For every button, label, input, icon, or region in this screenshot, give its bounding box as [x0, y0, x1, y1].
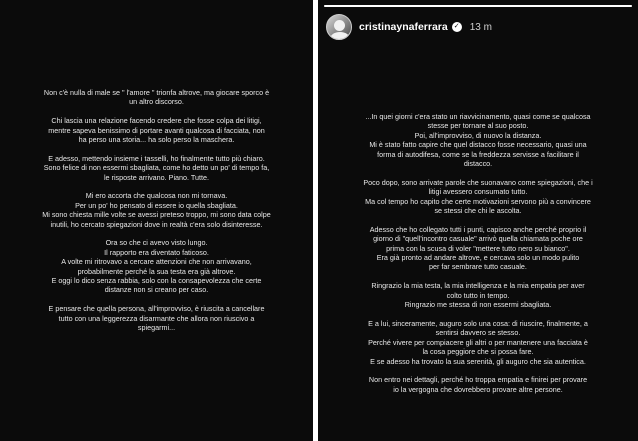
- story-progress-fill: [324, 5, 632, 7]
- story-panel-right[interactable]: [318, 0, 638, 441]
- avatar[interactable]: [326, 14, 352, 40]
- story-paragraph: Poco dopo, sono arrivate parole che suonavano come spiegazioni, che i litigi avessero consumato tutto. Ma col tempo ho capito che certe motivazioni servono più a convincere se stessi che chi le ascolta.: [363, 177, 593, 216]
- story-paragraph: E pensare che quella persona, all'improvviso, è riuscita a cancellare tutto con una leggerezza disarmante che allora non riuscivo a spiegarmi...: [48, 304, 265, 333]
- story-paragraph: Non c'è nulla di male se " l'amore " trionfa altrove, ma giocare sporco è un altro discorso.: [43, 88, 270, 107]
- story-header: [326, 12, 630, 42]
- story-paragraph: Ora so che ci avevo visto lungo. Il rapporto era diventato faticoso. A volte mi ritrovavo a cercare attenzioni che non arrivavano, probabilmente perché la sua testa era già altrove. E oggi lo dico senza rabbia, solo con la consapevolezza che certe distanze non si creano per caso.: [51, 238, 262, 295]
- verified-badge-icon: ✓: [452, 22, 462, 32]
- story-text-left: [0, 88, 313, 342]
- story-paragraph: Non entro nei dettagli, perché ho troppa empatia e finirei per provare io la vergogna che dovrebbero provare altre persone.: [368, 375, 588, 394]
- story-paragraph: Mi ero accorta che qualcosa non mi tornava. Per un po' ho pensato di essere io quella sbagliata. Mi sono chiesta mille volte se avessi preteso troppo, mi sono data colpe inutili, ho cercato spiegazioni dove in realtà c'era solo disinteresse.: [42, 191, 271, 229]
- story-paragraph: ...In quei giorni c'era stato un riavvicinamento, quasi come se qualcosa stesse per tornare al suo posto. Poi, all'improvviso, di nuovo la distanza. Mi è stato fatto capire che quel distacco fosse necessario, quasi una forma di autodifesa, come se la freddezza servisse a facilitare il distacco.: [365, 112, 591, 169]
- post-time: 13 m: [469, 21, 492, 33]
- username[interactable]: cristinaynaferrara: [359, 21, 448, 33]
- story-panel-left[interactable]: [0, 0, 313, 441]
- story-paragraph: Chi lascia una relazione facendo credere che fosse colpa dei litigi, mentre sapeva benissimo di portare avanti qualcosa di facciata, non ha perso una storia... ha solo perso la maschera.: [48, 116, 265, 145]
- story-paragraph: Adesso che ho collegato tutti i punti, capisco anche perché proprio il giorno di "quell'incontro casuale" arrivò quella chiamata poche ore prima con la scusa di voler "mettere tutto nero su bianco". Era già pronto ad andare altrove, e cercava solo un modo pulito per far sembrare tutto casuale.: [369, 224, 587, 272]
- story-paragraph: E adesso, mettendo insieme i tasselli, ho finalmente tutto più chiaro. Sono felice di non essermi sbagliata, come ho detto un po' di tempo fa, le risposte arrivano. Piano. Tutte.: [43, 153, 270, 182]
- story-progress-bar: [324, 5, 632, 7]
- story-paragraph: E a lui, sinceramente, auguro solo una cosa: di riuscire, finalmente, a sentirsi davvero se stesso. Perché vivere per compiacere gli altri o per mantenere una facciata è la cosa peggiore che si possa fare. E se adesso ha trovato la sua serenità, gli auguro che sia autentica.: [368, 318, 588, 366]
- story-text-right: [318, 112, 638, 404]
- story-paragraph: Ringrazio la mia testa, la mia intelligenza e la mia empatia per aver colto tutto in tempo. Ringrazio me stessa di non essermi sbagliata.: [371, 281, 585, 310]
